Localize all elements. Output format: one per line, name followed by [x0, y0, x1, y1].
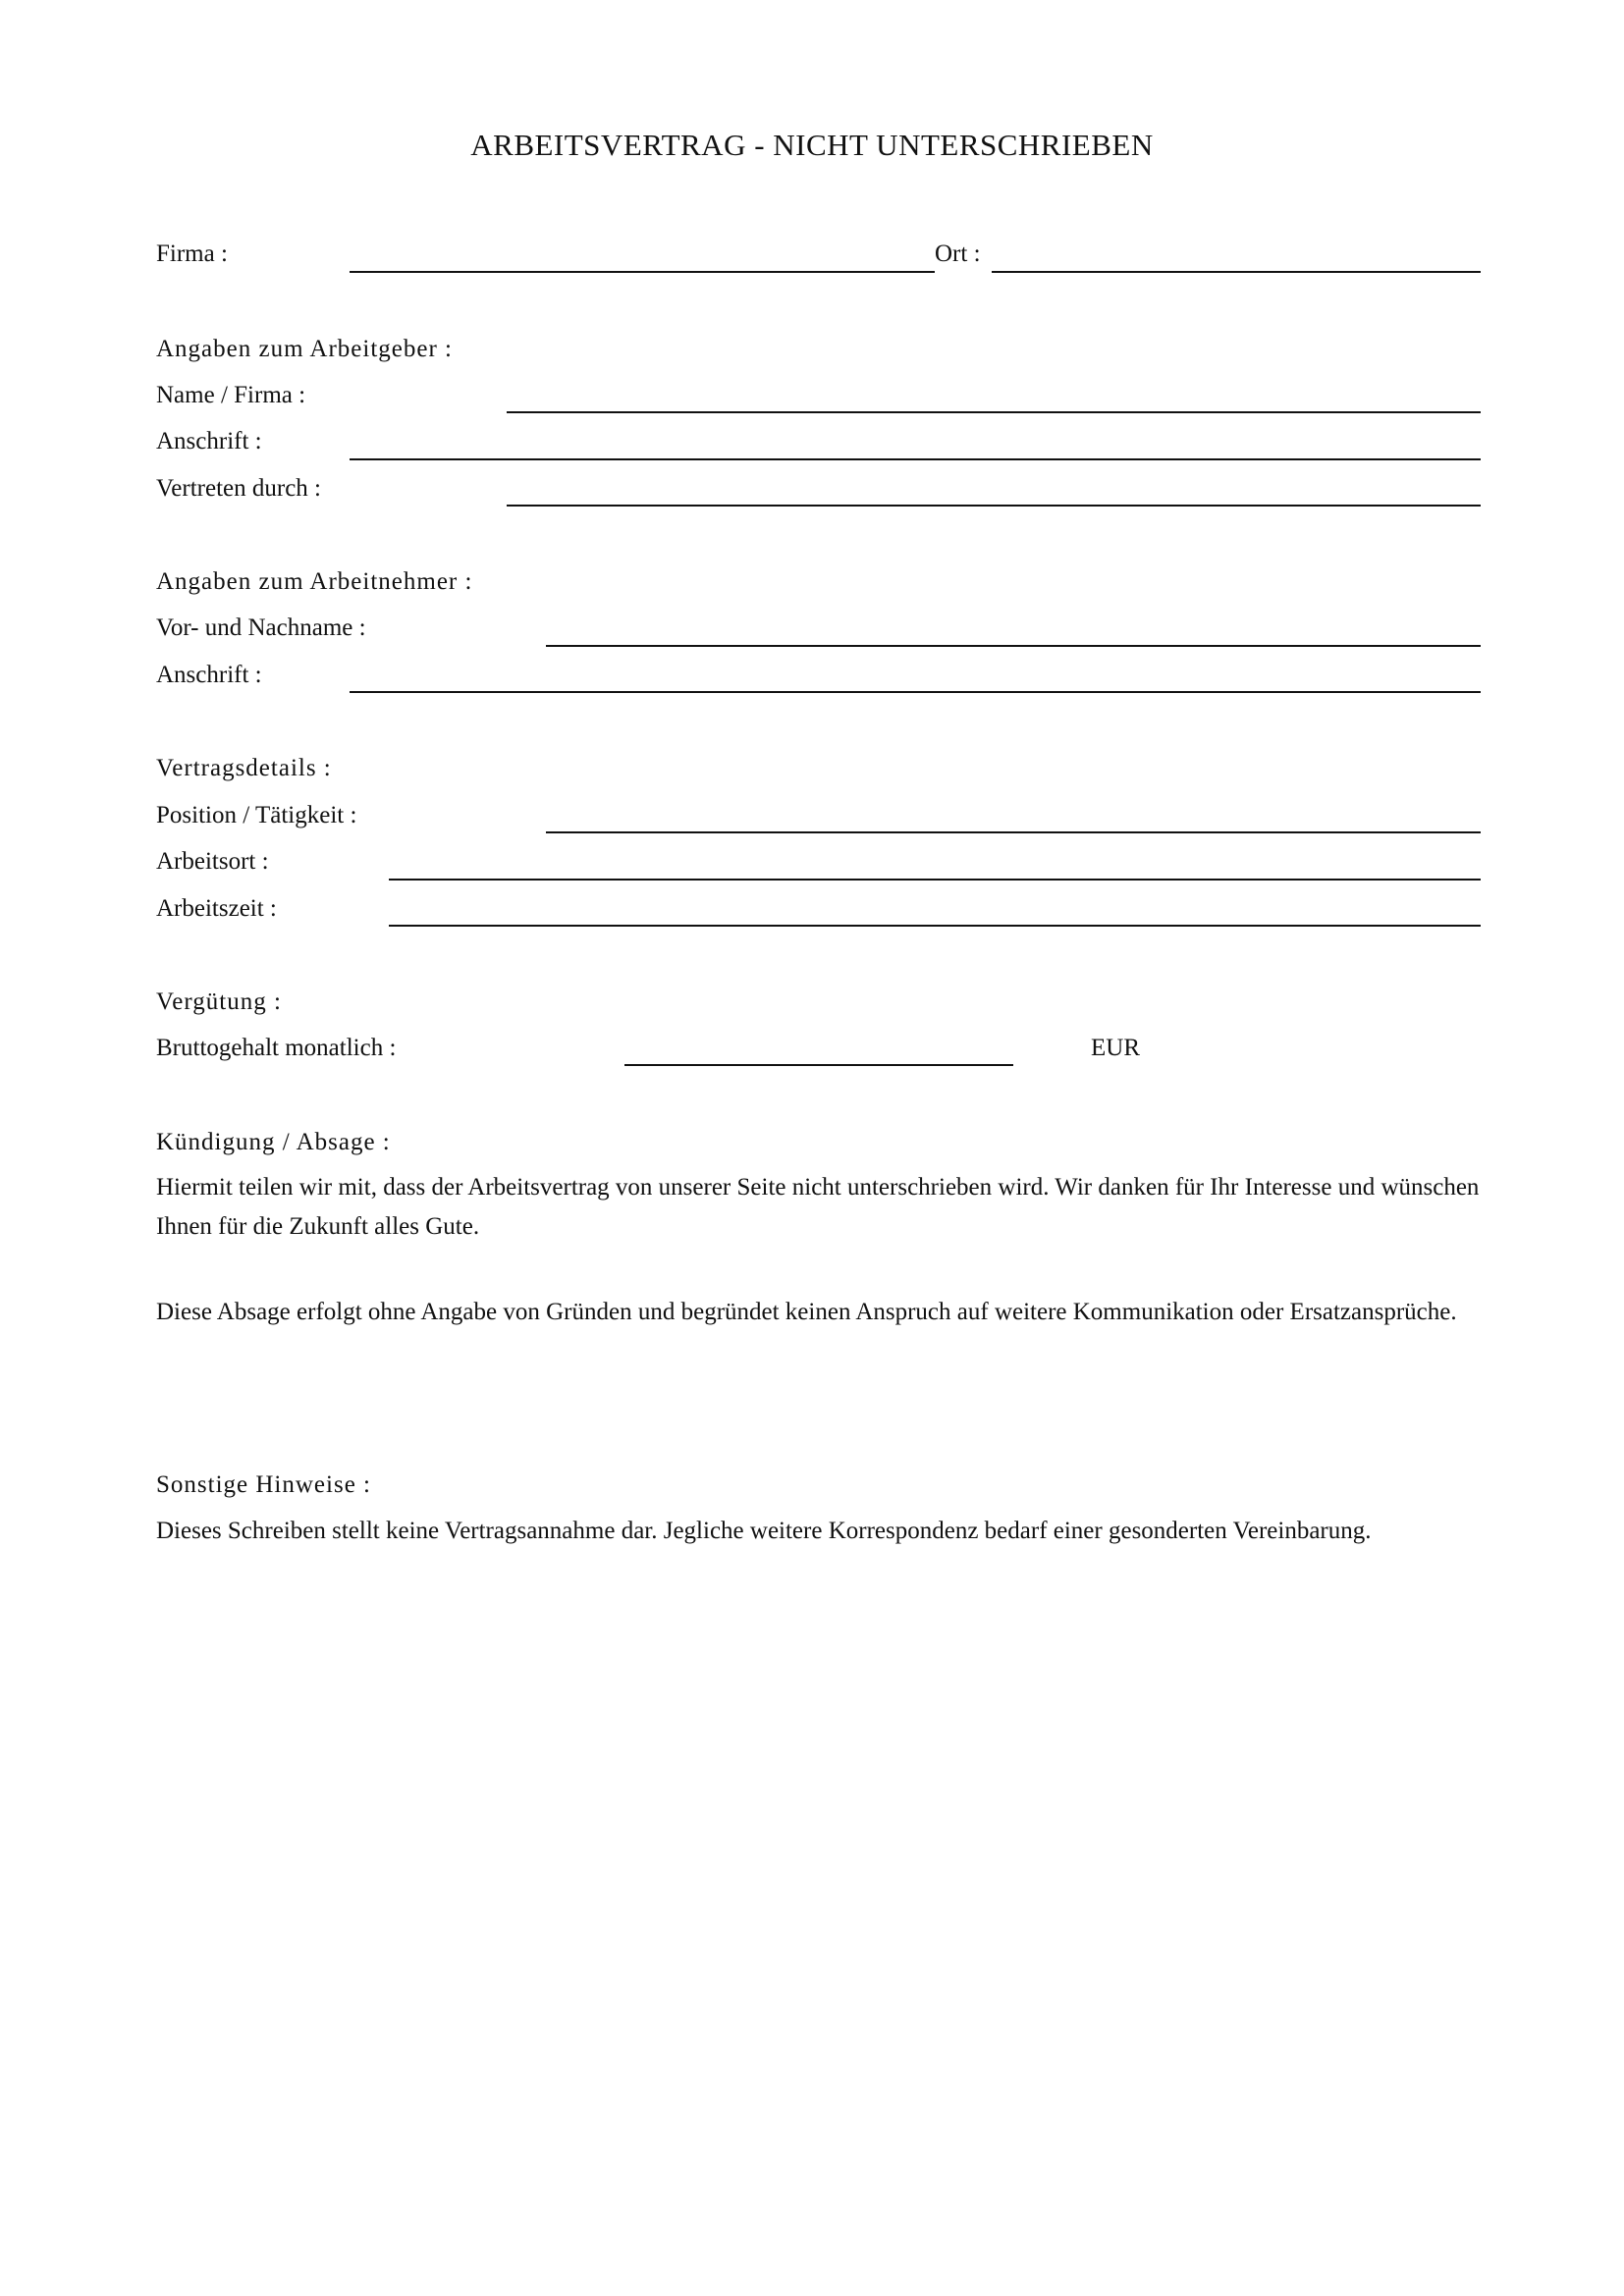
vertreten-line[interactable]	[507, 505, 1481, 507]
position-line[interactable]	[546, 831, 1481, 833]
kuendigung-heading: Kündigung / Absage :	[156, 1129, 391, 1155]
arbeitnehmer-anschrift-label: Anschrift :	[156, 662, 262, 688]
arbeitnehmer-anschrift-line[interactable]	[350, 691, 1481, 693]
brutto-label: Bruttogehalt monatlich :	[156, 1035, 397, 1061]
arbeitszeit-label: Arbeitszeit :	[156, 895, 277, 922]
arbeitsort-label: Arbeitsort :	[156, 848, 269, 875]
arbeitgeber-heading: Angaben zum Arbeitgeber :	[156, 336, 453, 362]
hinweise-heading: Sonstige Hinweise :	[156, 1471, 371, 1498]
ort-field-line[interactable]	[992, 271, 1481, 273]
document-title: ARBEITSVERTRAG - NICHT UNTERSCHRIEBEN	[470, 128, 1154, 162]
firma-label: Firma :	[156, 240, 228, 267]
arbeitgeber-name-label: Name / Firma :	[156, 382, 306, 408]
vertragsdetails-heading: Vertragsdetails :	[156, 755, 332, 781]
arbeitsort-line[interactable]	[389, 879, 1481, 881]
position-label: Position / Tätigkeit :	[156, 802, 357, 828]
ort-label: Ort :	[935, 240, 981, 267]
brutto-amount-line[interactable]	[624, 1064, 1013, 1066]
kuendigung-paragraph-1: Hiermit teilen wir mit, dass der Arbeitsvertrag von unserer Seite nicht unterschrieben wird. Wir danken für Ihr Interesse und wünschen Ihnen für die Zukunft alles Gute.	[156, 1174, 1480, 1240]
kuendigung-paragraph-2: Diese Absage erfolgt ohne Angabe von Gründen und begründet keinen Anspruch auf weitere Kommunikation oder Ersatzansprüche.	[156, 1299, 1457, 1325]
hinweise-paragraph: Dieses Schreiben stellt keine Vertragsannahme dar. Jegliche weitere Korrespondenz bedarf einer gesonderten Vereinbarung.	[156, 1518, 1372, 1544]
firma-field-line[interactable]	[350, 271, 935, 273]
arbeitszeit-line[interactable]	[389, 925, 1481, 927]
currency-label: EUR	[1091, 1035, 1140, 1061]
arbeitgeber-anschrift-label: Anschrift :	[156, 428, 262, 454]
arbeitnehmer-heading: Angaben zum Arbeitnehmer :	[156, 568, 473, 595]
arbeitgeber-name-line[interactable]	[507, 411, 1481, 413]
arbeitgeber-anschrift-line[interactable]	[350, 458, 1481, 460]
arbeitnehmer-name-label: Vor- und Nachname :	[156, 614, 366, 641]
arbeitnehmer-name-line[interactable]	[546, 645, 1481, 647]
vertreten-label: Vertreten durch :	[156, 475, 321, 502]
verguetung-heading: Vergütung :	[156, 988, 282, 1015]
